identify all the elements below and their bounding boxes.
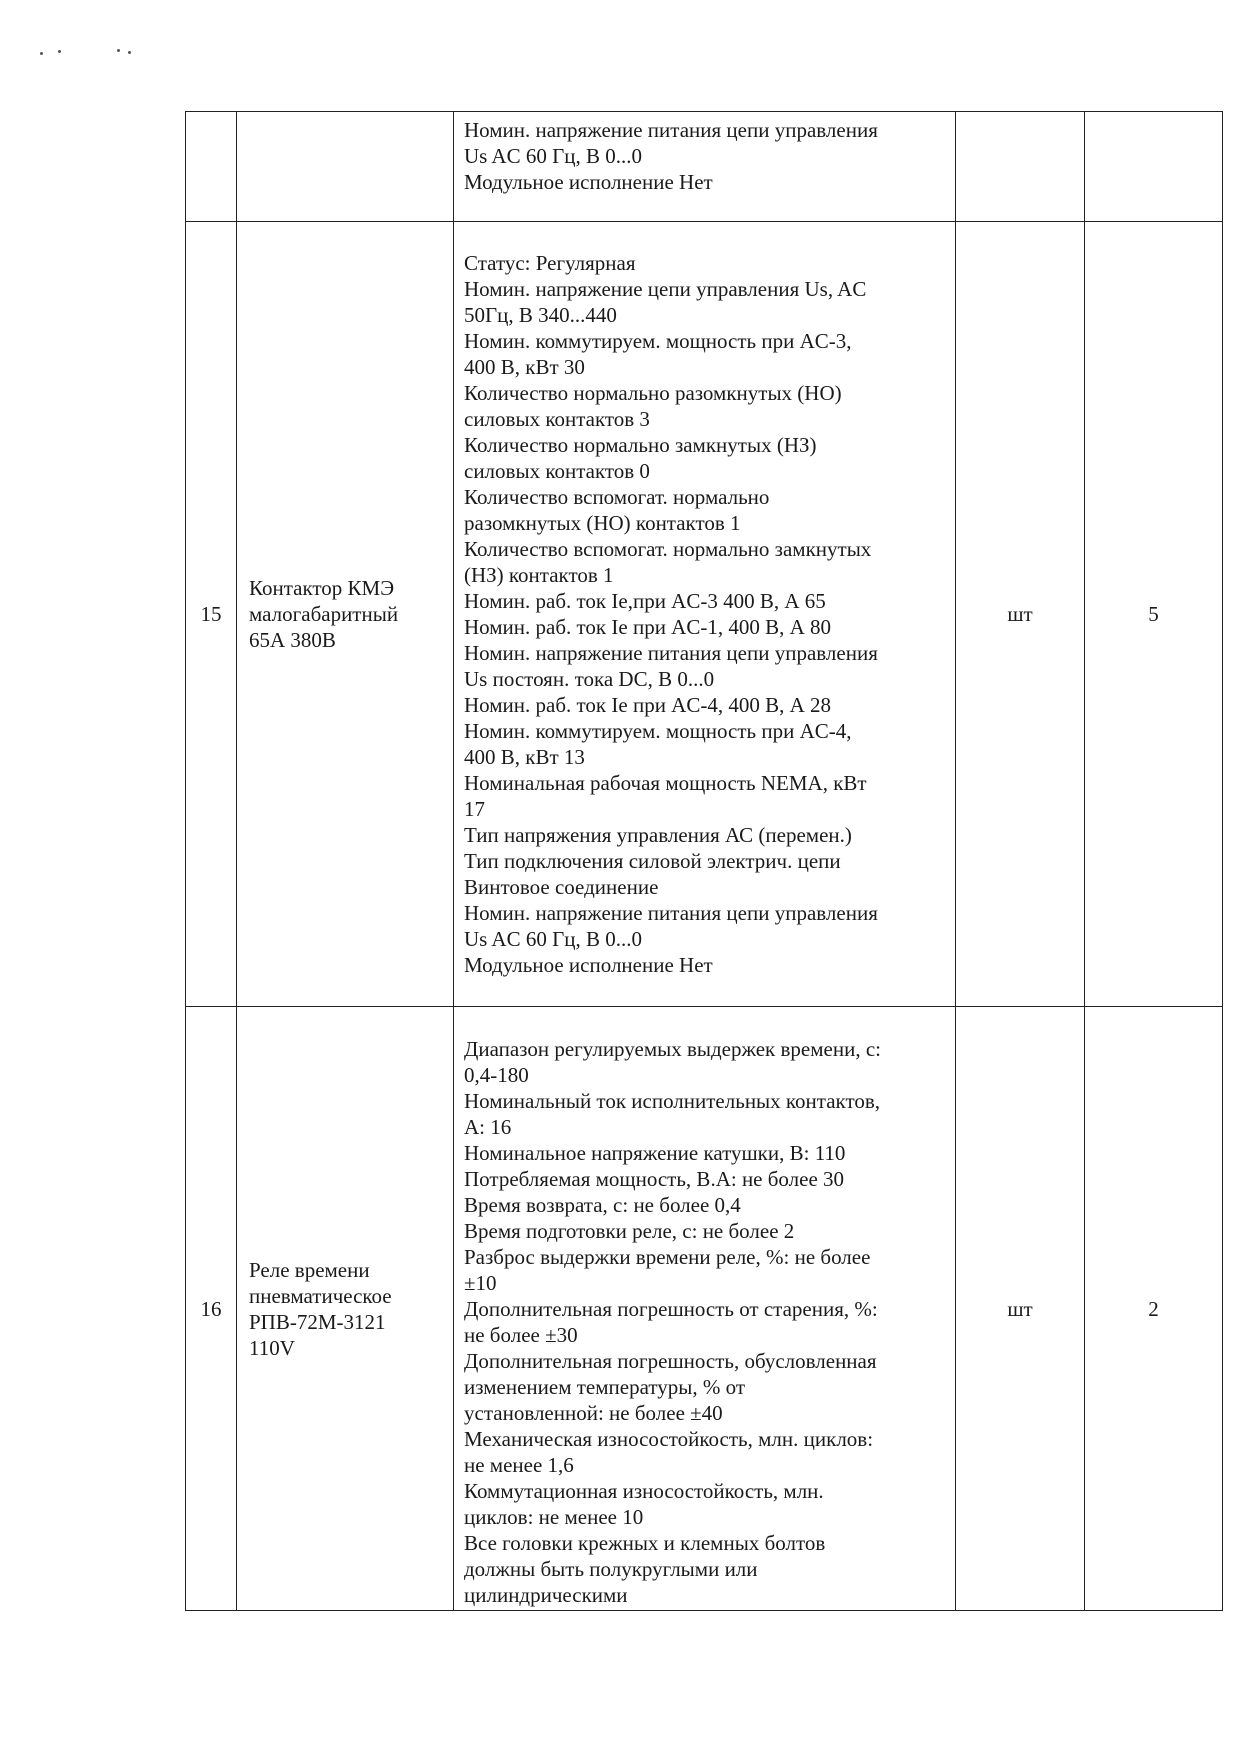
row-number-cell bbox=[186, 112, 237, 222]
scan-speck bbox=[128, 51, 131, 54]
description-line: Номин. раб. ток Ie при AC-1, 400 В, А 80 bbox=[464, 615, 832, 639]
description-line: не более ±30 bbox=[464, 1323, 578, 1347]
description-line: Все головки крежных и клемных болтов bbox=[464, 1531, 826, 1555]
description-line: Модульное исполнение Нет bbox=[464, 953, 713, 977]
item-description-cell bbox=[454, 222, 956, 1007]
description-line: Номинальная рабочая мощность NEMA, кВт bbox=[464, 771, 867, 795]
description-line: Us постоян. тока DC, В 0...0 bbox=[464, 667, 715, 691]
description-line: Статус: Регулярная bbox=[464, 251, 636, 275]
description-line: Потребляемая мощность, В.А: не более 30 bbox=[464, 1167, 845, 1191]
description-line: Номин. напряжение цепи управления Us, AC bbox=[464, 277, 867, 301]
description-line: Номин. коммутируем. мощность при AC-3, bbox=[464, 329, 852, 353]
description-line: Коммутационная износостойкость, млн. bbox=[464, 1479, 824, 1503]
description-line: силовых контактов 3 bbox=[464, 407, 650, 431]
description-line: изменением температуры, % от bbox=[464, 1375, 746, 1399]
description-line: циклов: не менее 10 bbox=[464, 1505, 644, 1529]
item-name-line: малогабаритный bbox=[249, 602, 399, 626]
description-line: Механическая износостойкость, млн. циклов: bbox=[464, 1427, 874, 1451]
description-line: должны быть полукруглыми или bbox=[464, 1557, 758, 1581]
row-number-cell: 16 bbox=[186, 1007, 237, 1611]
description-line: цилиндрическими bbox=[464, 1583, 628, 1607]
description-line: Номин. коммутируем. мощность при AC-4, bbox=[464, 719, 852, 743]
description-line: Дополнительная погрешность, обусловленная bbox=[464, 1349, 877, 1373]
item-name-cell bbox=[237, 222, 454, 1007]
description-line: Дополнительная погрешность от старения, %: bbox=[464, 1297, 878, 1321]
description-line: Номинальный ток исполнительных контактов, bbox=[464, 1089, 881, 1113]
description-line: не менее 1,6 bbox=[464, 1453, 574, 1477]
quantity-cell: 5 bbox=[1085, 222, 1223, 1007]
description-line: Диапазон регулируемых выдержек времени, с: bbox=[464, 1037, 881, 1061]
description-line: Us AC 60 Гц, В 0...0 bbox=[464, 927, 642, 951]
description-line: Количество вспомогат. нормально замкнутых bbox=[464, 537, 872, 561]
item-description-cell bbox=[454, 1007, 956, 1611]
description-line: Количество нормально замкнутых (НЗ) bbox=[464, 433, 817, 457]
item-name-line: пневматическое bbox=[249, 1283, 392, 1308]
description-line: Модульное исполнение Нет bbox=[464, 170, 713, 194]
description-line: Количество вспомогат. нормально bbox=[464, 485, 770, 509]
description-line: Тип напряжения управления АС (перемен.) bbox=[464, 823, 852, 847]
item-name-line: РПВ-72М-3121 bbox=[249, 1309, 386, 1334]
unit-cell bbox=[956, 112, 1085, 222]
description-line: Номин. напряжение питания цепи управления bbox=[464, 118, 878, 142]
item-name-line: 110V bbox=[249, 1335, 295, 1360]
description-line: 17 bbox=[464, 797, 485, 821]
item-name-line: Реле времени bbox=[249, 1257, 370, 1282]
item-name-cell bbox=[237, 1007, 454, 1611]
quantity-cell bbox=[1085, 112, 1223, 222]
description-line: 400 В, кВт 30 bbox=[464, 355, 585, 379]
description-line: 50Гц, В 340...440 bbox=[464, 303, 617, 327]
specification-table bbox=[185, 111, 1223, 1611]
description-line: 400 В, кВт 13 bbox=[464, 745, 585, 769]
description-line: установленной: не более ±40 bbox=[464, 1401, 723, 1425]
description-line: (НЗ) контактов 1 bbox=[464, 563, 614, 587]
scan-speck bbox=[40, 52, 43, 55]
item-name-line: Контактор КМЭ bbox=[249, 576, 395, 600]
description-line: Номин. раб. ток Ie при AC-4, 400 В, А 28 bbox=[464, 693, 832, 717]
unit-cell: шт bbox=[956, 1007, 1085, 1611]
item-name-line: 65А 380В bbox=[249, 628, 336, 652]
description-line: Винтовое соединение bbox=[464, 875, 659, 899]
description-line: силовых контактов 0 bbox=[464, 459, 650, 483]
row-number-cell: 15 bbox=[186, 222, 237, 1007]
scan-speck bbox=[58, 50, 61, 53]
scan-speck bbox=[117, 49, 120, 52]
description-line: Us AC 60 Гц, В 0...0 bbox=[464, 144, 642, 168]
description-line: Тип подключения силовой электрич. цепи bbox=[464, 849, 841, 873]
table-row bbox=[186, 222, 1223, 1007]
item-description-cell bbox=[454, 112, 956, 222]
item-name-cell bbox=[237, 112, 454, 222]
description-line: разомкнутых (НО) контактов 1 bbox=[464, 511, 741, 535]
description-line: Время подготовки реле, с: не более 2 bbox=[464, 1219, 795, 1243]
description-line: Разброс выдержки времени реле, %: не более bbox=[464, 1245, 871, 1269]
description-line: А: 16 bbox=[464, 1115, 512, 1139]
description-line: Номин. напряжение питания цепи управления bbox=[464, 901, 878, 925]
table-row bbox=[186, 112, 1223, 222]
quantity-cell: 2 bbox=[1085, 1007, 1223, 1611]
description-line: 0,4-180 bbox=[464, 1063, 529, 1087]
description-line: ±10 bbox=[464, 1271, 497, 1295]
description-line: Номин. напряжение питания цепи управления bbox=[464, 641, 878, 665]
description-line: Время возврата, с: не более 0,4 bbox=[464, 1193, 741, 1217]
description-line: Количество нормально разомкнутых (НО) bbox=[464, 381, 842, 405]
description-line: Номин. раб. ток Ie,при AC-3 400 В, А 65 bbox=[464, 589, 826, 613]
unit-cell: шт bbox=[956, 222, 1085, 1007]
table-row bbox=[186, 1007, 1223, 1611]
description-line: Номинальное напряжение катушки, В: 110 bbox=[464, 1141, 846, 1165]
